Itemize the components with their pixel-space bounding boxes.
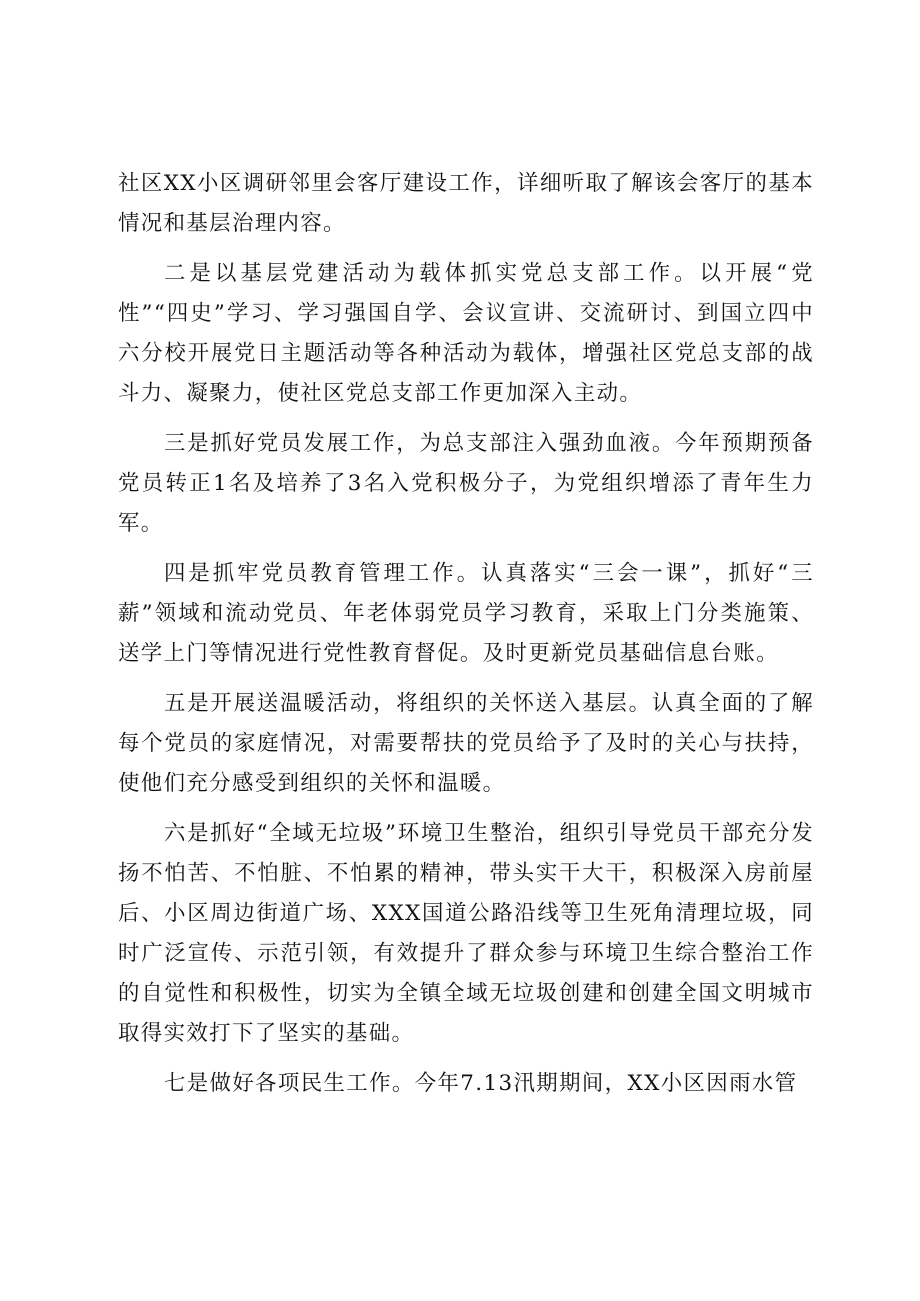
paragraph-member-development: 三是抓好党员发展工作，为总支部注入强劲血液。今年预期预备党员转正1名及培养了3名入党积极分子，为党组织增添了青年生力军。 xyxy=(118,431,814,536)
paragraph-continuation: 社区XX小区调研邻里会客厅建设工作，详细听取了解该会客厅的基本情况和基层治理内容。 xyxy=(118,171,814,236)
paragraph-environment-sanitation: 六是抓好“全域无垃圾”环境卫生整治，组织引导党员干部充分发扬不怕苦、不怕脏、不怕累的精神，带头实干大干，积极深入房前屋后、小区周边街道广场、XXX国道公路沿线等卫生死角清理垃圾，同时广泛宣传、示范引领，有效提升了群众参与环境卫生综合整治工作的自觉性和积极性，切实为全镇全域无垃圾创建和创建全国文明城市取得实效打下了坚实的基础。 xyxy=(118,821,814,1046)
paragraph-party-building-activities: 二是以基层党建活动为载体抓实党总支部工作。以开展“党性”“四史”学习、学习强国自学、会议宣讲、交流研讨、到国立四中六分校开展党日主题活动等各种活动为载体，增强社区党总支部的战斗力、凝聚力，使社区党总支部工作更加深入主动。 xyxy=(118,261,814,406)
paragraph-livelihood-work: 七是做好各项民生工作。今年7.13汛期期间，XX小区因雨水管 xyxy=(164,1071,798,1096)
paragraph-warmth-activities: 五是开展送温暖活动，将组织的关怀送入基层。认真全面的了解每个党员的家庭情况，对需要帮扶的党员给予了及时的关心与扶持，使他们充分感受到组织的关怀和温暖。 xyxy=(118,691,814,796)
paragraph-member-education: 四是抓牢党员教育管理工作。认真落实“三会一课”，抓好“三薪”领域和流动党员、年老体弱党员学习教育，采取上门分类施策、送学上门等情况进行党性教育督促。及时更新党员基础信息台账。 xyxy=(118,561,814,666)
document-body xyxy=(118,164,814,1114)
